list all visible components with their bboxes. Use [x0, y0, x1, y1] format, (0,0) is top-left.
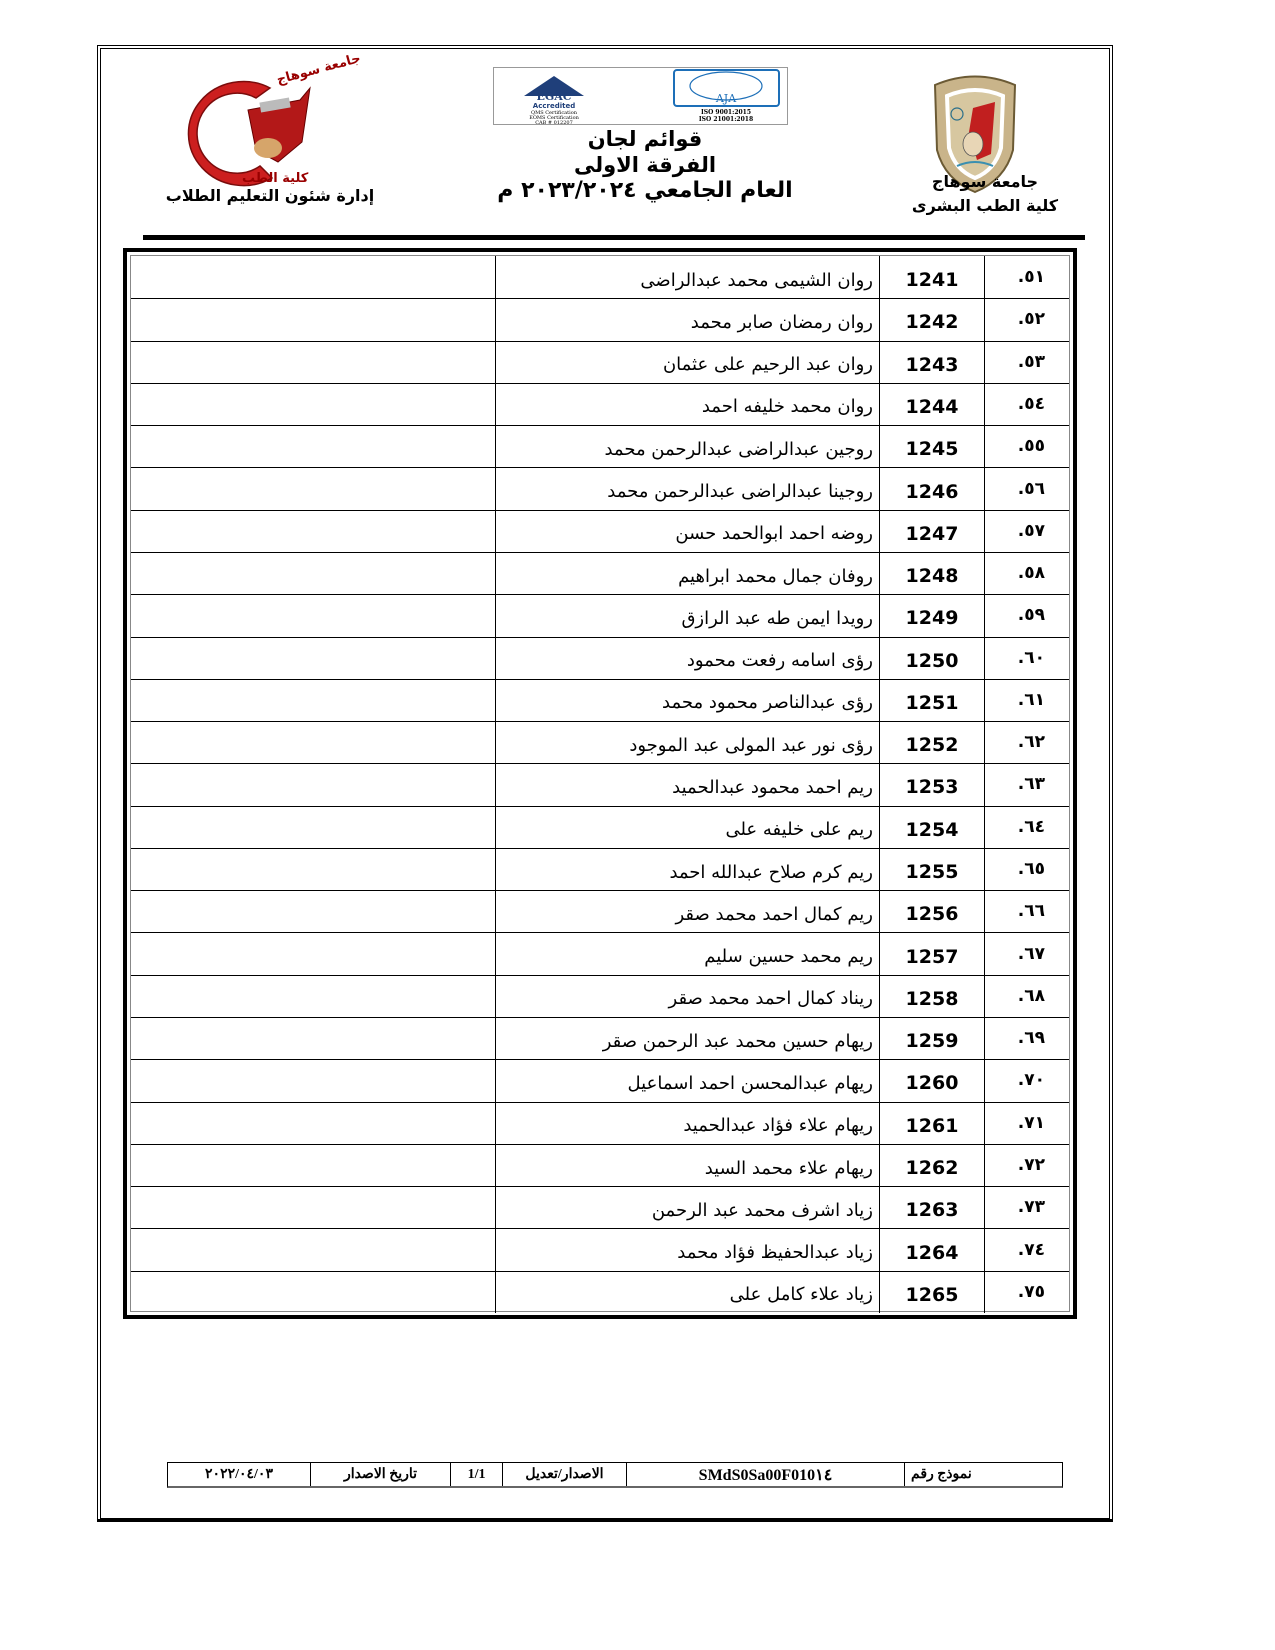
issue-date-label: تاريخ الاصدار [310, 1463, 450, 1486]
signature-cell [131, 1271, 495, 1313]
table-row [131, 763, 1069, 806]
student-code: 1257 [879, 932, 984, 974]
student-code: 1260 [879, 1059, 984, 1101]
egac-badge [524, 76, 584, 126]
revision-label: الاصدار/تعديل [502, 1463, 626, 1486]
table-row [131, 425, 1069, 468]
title-academic-year: العام الجامعي ٢٠٢٣/٢٠٢٤ م [497, 178, 793, 203]
student-name: ريم كرم صلاح عبدالله احمد [495, 848, 879, 890]
student-code: 1244 [879, 383, 984, 425]
revision-value: 1/1 [450, 1463, 502, 1486]
row-index: ٦٤. [984, 806, 1069, 848]
row-index: ٥٤. [984, 383, 1069, 425]
form-info-footer [167, 1462, 1063, 1488]
signature-cell [131, 848, 495, 890]
row-index: ٥٣. [984, 341, 1069, 383]
row-index: ٦٦. [984, 890, 1069, 932]
student-name: ريم احمد محمود عبدالحميد [495, 763, 879, 805]
student-code: 1263 [879, 1186, 984, 1228]
row-index: ٦٨. [984, 975, 1069, 1017]
aja-badge [674, 70, 779, 123]
row-index: ٥٩. [984, 594, 1069, 636]
signature-cell [131, 806, 495, 848]
student-name: رؤى عبدالناصر محمود محمد [495, 679, 879, 721]
table-row [131, 975, 1069, 1018]
student-code: 1242 [879, 298, 984, 340]
egac-line-3: CAB # 012207 [535, 120, 573, 126]
table-row [131, 848, 1069, 891]
student-name: ريم على خليفه على [495, 806, 879, 848]
table-row [131, 552, 1069, 595]
table-row [131, 1271, 1069, 1313]
university-label [900, 170, 1070, 218]
table-row [131, 1186, 1069, 1229]
student-code: 1245 [879, 425, 984, 467]
row-index: ٧١. [984, 1102, 1069, 1144]
egac-name: EGAC [536, 90, 572, 103]
row-index: ٥٧. [984, 510, 1069, 552]
student-name: ريهام علاء محمد السيد [495, 1144, 879, 1186]
student-name: ريناد كمال احمد محمد صقر [495, 975, 879, 1017]
signature-cell [131, 594, 495, 636]
university-name: جامعة سوهاج [931, 172, 1039, 191]
aja-name: AJA [715, 92, 737, 105]
student-code: 1250 [879, 637, 984, 679]
row-index: ٥٦. [984, 467, 1069, 509]
student-name: روان محمد خليفه احمد [495, 383, 879, 425]
signature-cell [131, 467, 495, 509]
row-index: ٦١. [984, 679, 1069, 721]
table-row [131, 341, 1069, 384]
form-number-value: SMdS0Sa00F010١٤ [626, 1463, 904, 1486]
row-index: ٥٢. [984, 298, 1069, 340]
department-label: إدارة شئون التعليم الطلاب [165, 186, 375, 205]
student-code: 1258 [879, 975, 984, 1017]
student-code: 1248 [879, 552, 984, 594]
table-row [131, 510, 1069, 553]
student-code: 1256 [879, 890, 984, 932]
signature-cell [131, 763, 495, 805]
table-row [131, 637, 1069, 680]
student-code: 1254 [879, 806, 984, 848]
student-code: 1249 [879, 594, 984, 636]
face-shape [254, 138, 282, 158]
student-name: ريهام حسين محمد عبد الرحمن صقر [495, 1017, 879, 1059]
issue-date-value: ٢٠٢٢/٠٤/٠٣ [205, 1467, 273, 1482]
table-row [131, 1144, 1069, 1187]
signature-cell [131, 425, 495, 467]
student-name: روان رمضان صابر محمد [495, 298, 879, 340]
page-border-bottom [97, 1519, 1113, 1522]
student-name: روفان جمال محمد ابراهيم [495, 552, 879, 594]
aja-line-2: ISO 21001:2018 [698, 116, 754, 123]
row-index: ٦٧. [984, 932, 1069, 974]
table-row [131, 298, 1069, 341]
row-index: ٧٥. [984, 1271, 1069, 1313]
row-index: ٧٢. [984, 1144, 1069, 1186]
student-code: 1255 [879, 848, 984, 890]
row-index: ٦٥. [984, 848, 1069, 890]
student-name: رؤى اسامه رفعت محمود [495, 637, 879, 679]
table-row [131, 806, 1069, 849]
document-title [480, 126, 810, 204]
student-name: ريم كمال احمد محمد صقر [495, 890, 879, 932]
student-code: 1251 [879, 679, 984, 721]
logo-arc-text-bottom: كلية الطب [242, 171, 309, 186]
certification-banner [493, 67, 788, 125]
table-row [131, 721, 1069, 764]
student-code: 1261 [879, 1102, 984, 1144]
title-year-level: الفرقة الاولى [573, 153, 717, 177]
signature-cell [131, 341, 495, 383]
roster-rows [130, 255, 1070, 1312]
signature-cell [131, 298, 495, 340]
face-shape [963, 132, 983, 156]
student-code: 1253 [879, 763, 984, 805]
row-index: ٧٤. [984, 1228, 1069, 1270]
student-code: 1247 [879, 510, 984, 552]
signature-cell [131, 383, 495, 425]
table-row [131, 467, 1069, 510]
egac-line-2: EOMS Certification [529, 115, 579, 121]
table-row [131, 1017, 1069, 1060]
student-code: 1265 [879, 1271, 984, 1313]
logo-arc-text-top: جامعة سوهاج [275, 51, 363, 88]
student-code: 1264 [879, 1228, 984, 1270]
egac-line-1: QMS Certification [531, 110, 577, 116]
student-name: زياد اشرف محمد عبد الرحمن [495, 1186, 879, 1228]
certification-badges [494, 68, 787, 124]
table-row [131, 679, 1069, 722]
signature-cell [131, 256, 495, 298]
table-row [131, 594, 1069, 637]
student-name: رؤى نور عبد المولى عبد الموجود [495, 721, 879, 763]
signature-cell [131, 721, 495, 763]
signature-cell [131, 890, 495, 932]
student-name: ريهام عبدالمحسن احمد اسماعيل [495, 1059, 879, 1101]
table-row [131, 1228, 1069, 1271]
row-index: ٦٣. [984, 763, 1069, 805]
signature-cell [131, 1228, 495, 1270]
faculty-of-medicine-logo [160, 51, 363, 190]
signature-cell [131, 975, 495, 1017]
egac-sub: Accredited [532, 102, 576, 110]
signature-cell [131, 1144, 495, 1186]
student-name: روان عبد الرحيم على عثمان [495, 341, 879, 383]
student-code: 1246 [879, 467, 984, 509]
student-code: 1252 [879, 721, 984, 763]
row-index: ٦٢. [984, 721, 1069, 763]
signature-cell [131, 1059, 495, 1101]
row-index: ٥١. [984, 256, 1069, 298]
student-name: زياد علاء كامل على [495, 1271, 879, 1313]
row-index: ٥٥. [984, 425, 1069, 467]
student-name: ريم محمد حسين سليم [495, 932, 879, 974]
header-divider [143, 235, 1085, 240]
signature-cell [131, 637, 495, 679]
signature-cell [131, 1186, 495, 1228]
row-index: ٥٨. [984, 552, 1069, 594]
student-roster-table [123, 248, 1077, 1319]
title-committees: قوائم لجان [587, 127, 703, 151]
table-row [131, 890, 1069, 933]
student-name: روجين عبدالراضى عبدالرحمن محمد [495, 425, 879, 467]
student-name: ريهام علاء فؤاد عبدالحميد [495, 1102, 879, 1144]
student-name: زياد عبدالحفيظ فؤاد محمد [495, 1228, 879, 1270]
student-code: 1259 [879, 1017, 984, 1059]
row-index: ٧٠. [984, 1059, 1069, 1101]
student-name: روجينا عبدالراضى عبدالرحمن محمد [495, 467, 879, 509]
student-name: رويدا ايمن طه عبد الرازق [495, 594, 879, 636]
row-index: ٦٠. [984, 637, 1069, 679]
table-row [131, 256, 1069, 299]
signature-cell [131, 679, 495, 721]
table-row [131, 1059, 1069, 1102]
row-index: ٦٩. [984, 1017, 1069, 1059]
faculty-name: كلية الطب البشرى [911, 196, 1059, 215]
student-code: 1262 [879, 1144, 984, 1186]
student-code: 1243 [879, 341, 984, 383]
table-row [131, 383, 1069, 426]
student-name: روضه احمد ابوالحمد حسن [495, 510, 879, 552]
table-row [131, 1102, 1069, 1145]
table-row [131, 932, 1069, 975]
student-name: روان الشيمى محمد عبدالراضى [495, 256, 879, 298]
aja-line-1: ISO 9001:2015 [700, 109, 752, 116]
signature-cell [131, 1102, 495, 1144]
student-code: 1241 [879, 256, 984, 298]
signature-cell [131, 510, 495, 552]
signature-cell [131, 552, 495, 594]
row-index: ٧٣. [984, 1186, 1069, 1228]
signature-cell [131, 932, 495, 974]
signature-cell [131, 1017, 495, 1059]
form-number-label: نموذج رقم [904, 1463, 1062, 1486]
